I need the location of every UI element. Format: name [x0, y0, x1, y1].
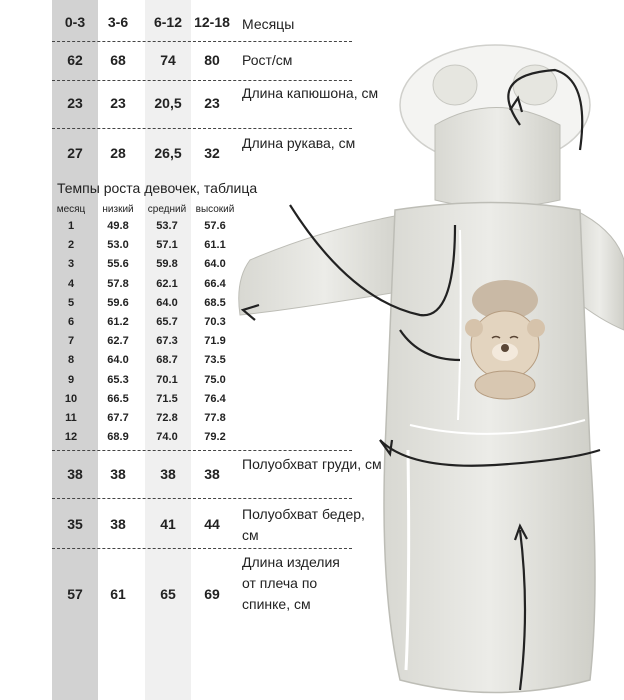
row-label: Длина капюшона, см [242, 85, 379, 101]
divider [52, 450, 352, 451]
row-label: Рост/см [242, 52, 293, 68]
growth-value-cell: 64.0 [107, 354, 129, 367]
growth-value-cell: 66.5 [107, 392, 129, 405]
cell: 27 [67, 145, 83, 161]
col-header-month: месяц [56, 204, 86, 215]
cell: 74 [160, 52, 176, 68]
divider [52, 41, 352, 42]
cell: 65 [160, 586, 176, 602]
months-label: Месяцы [242, 16, 295, 32]
divider [52, 80, 352, 81]
cell: 41 [160, 516, 176, 532]
growth-value-cell: 76.4 [204, 392, 226, 405]
growth-table-title: Темпы роста девочек, таблица [57, 180, 258, 196]
growth-value-cell: 53.0 [107, 239, 129, 252]
cell: 61 [110, 586, 126, 602]
growth-value-cell: 64.0 [156, 296, 178, 309]
cell: 38 [67, 466, 83, 482]
growth-value-cell: 53.7 [156, 220, 178, 232]
growth-month-cell: 3 [67, 258, 75, 271]
growth-value-cell: 62.1 [156, 277, 178, 290]
col-header-high: высокий [195, 204, 235, 215]
growth-month-cell: 8 [67, 354, 75, 367]
growth-value-cell: 65.3 [107, 373, 129, 386]
growth-value-cell: 57.1 [156, 239, 178, 252]
cell: 62 [67, 52, 83, 68]
cell: 80 [204, 52, 220, 68]
growth-month-cell: 11 [65, 412, 77, 424]
cell: 38 [160, 466, 176, 482]
growth-month-cell: 9 [67, 373, 75, 386]
growth-value-cell: 73.5 [204, 354, 226, 367]
growth-value-cell: 57.8 [107, 277, 129, 290]
growth-value-cell: 70.3 [204, 316, 226, 328]
cell: 35 [67, 516, 83, 532]
growth-month-cell: 5 [67, 296, 75, 309]
growth-value-cell: 75.0 [204, 373, 226, 386]
growth-value-cell: 68.5 [204, 296, 226, 309]
row-label: Полуобхват груди, см [242, 456, 382, 472]
growth-value-cell: 59.8 [156, 258, 178, 271]
cell: 38 [110, 516, 126, 532]
cell: 20,5 [154, 95, 182, 111]
cell: 28 [110, 145, 126, 161]
col-header-low: низкий [102, 204, 134, 215]
growth-value-cell: 57.6 [204, 220, 226, 232]
growth-value-cell: 62.7 [107, 335, 129, 348]
cell: 23 [204, 95, 220, 111]
age-3-6: 3-6 [107, 14, 129, 30]
growth-month-cell: 4 [67, 277, 75, 290]
growth-month-cell: 2 [67, 239, 75, 252]
age-0-3: 0-3 [64, 14, 86, 30]
growth-month-cell: 10 [64, 392, 78, 405]
cell: 68 [110, 52, 126, 68]
cell: 38 [110, 466, 126, 482]
growth-value-cell: 71.5 [156, 392, 178, 405]
cell: 38 [204, 466, 220, 482]
age-12-18: 12-18 [194, 14, 230, 30]
growth-value-cell: 67.3 [156, 335, 178, 348]
growth-value-cell: 79.2 [204, 431, 226, 444]
divider [52, 498, 352, 499]
growth-value-cell: 70.1 [156, 373, 178, 386]
divider [52, 548, 352, 549]
cell: 44 [204, 516, 220, 532]
growth-value-cell: 71.9 [204, 335, 226, 348]
age-6-12: 6-12 [153, 14, 183, 30]
col-header-average: средний [147, 204, 187, 215]
growth-value-cell: 65.7 [156, 316, 178, 328]
cell: 26,5 [154, 145, 182, 161]
growth-value-cell: 66.4 [204, 277, 226, 290]
growth-month-cell: 7 [67, 335, 75, 348]
growth-month-cell: 6 [67, 316, 75, 328]
growth-value-cell: 61.1 [204, 239, 226, 252]
growth-value-cell: 55.6 [107, 258, 129, 271]
cell: 23 [110, 95, 126, 111]
growth-month-cell: 1 [67, 220, 75, 232]
growth-value-cell: 64.0 [204, 258, 226, 271]
cell: 57 [67, 586, 83, 602]
divider [52, 128, 352, 129]
growth-value-cell: 67.7 [107, 412, 129, 424]
cell: 69 [204, 586, 220, 602]
growth-value-cell: 59.6 [107, 296, 129, 309]
teddy-bear-icon [465, 280, 545, 399]
growth-value-cell: 68.7 [156, 354, 178, 367]
growth-month-cell: 12 [64, 431, 78, 444]
growth-value-cell: 49.8 [107, 220, 129, 232]
growth-value-cell: 61.2 [107, 316, 129, 328]
row-label: Длина изделия от плеча по спинке, см [242, 554, 340, 612]
row-label: Длина рукава, см [242, 135, 356, 151]
growth-value-cell: 74.0 [156, 431, 178, 444]
cell: 23 [67, 95, 83, 111]
cell: 32 [204, 145, 220, 161]
growth-value-cell: 77.8 [204, 412, 226, 424]
row-label: Полуобхват бедер, см [242, 506, 365, 543]
growth-value-cell: 68.9 [107, 431, 129, 444]
growth-value-cell: 72.8 [156, 412, 178, 424]
